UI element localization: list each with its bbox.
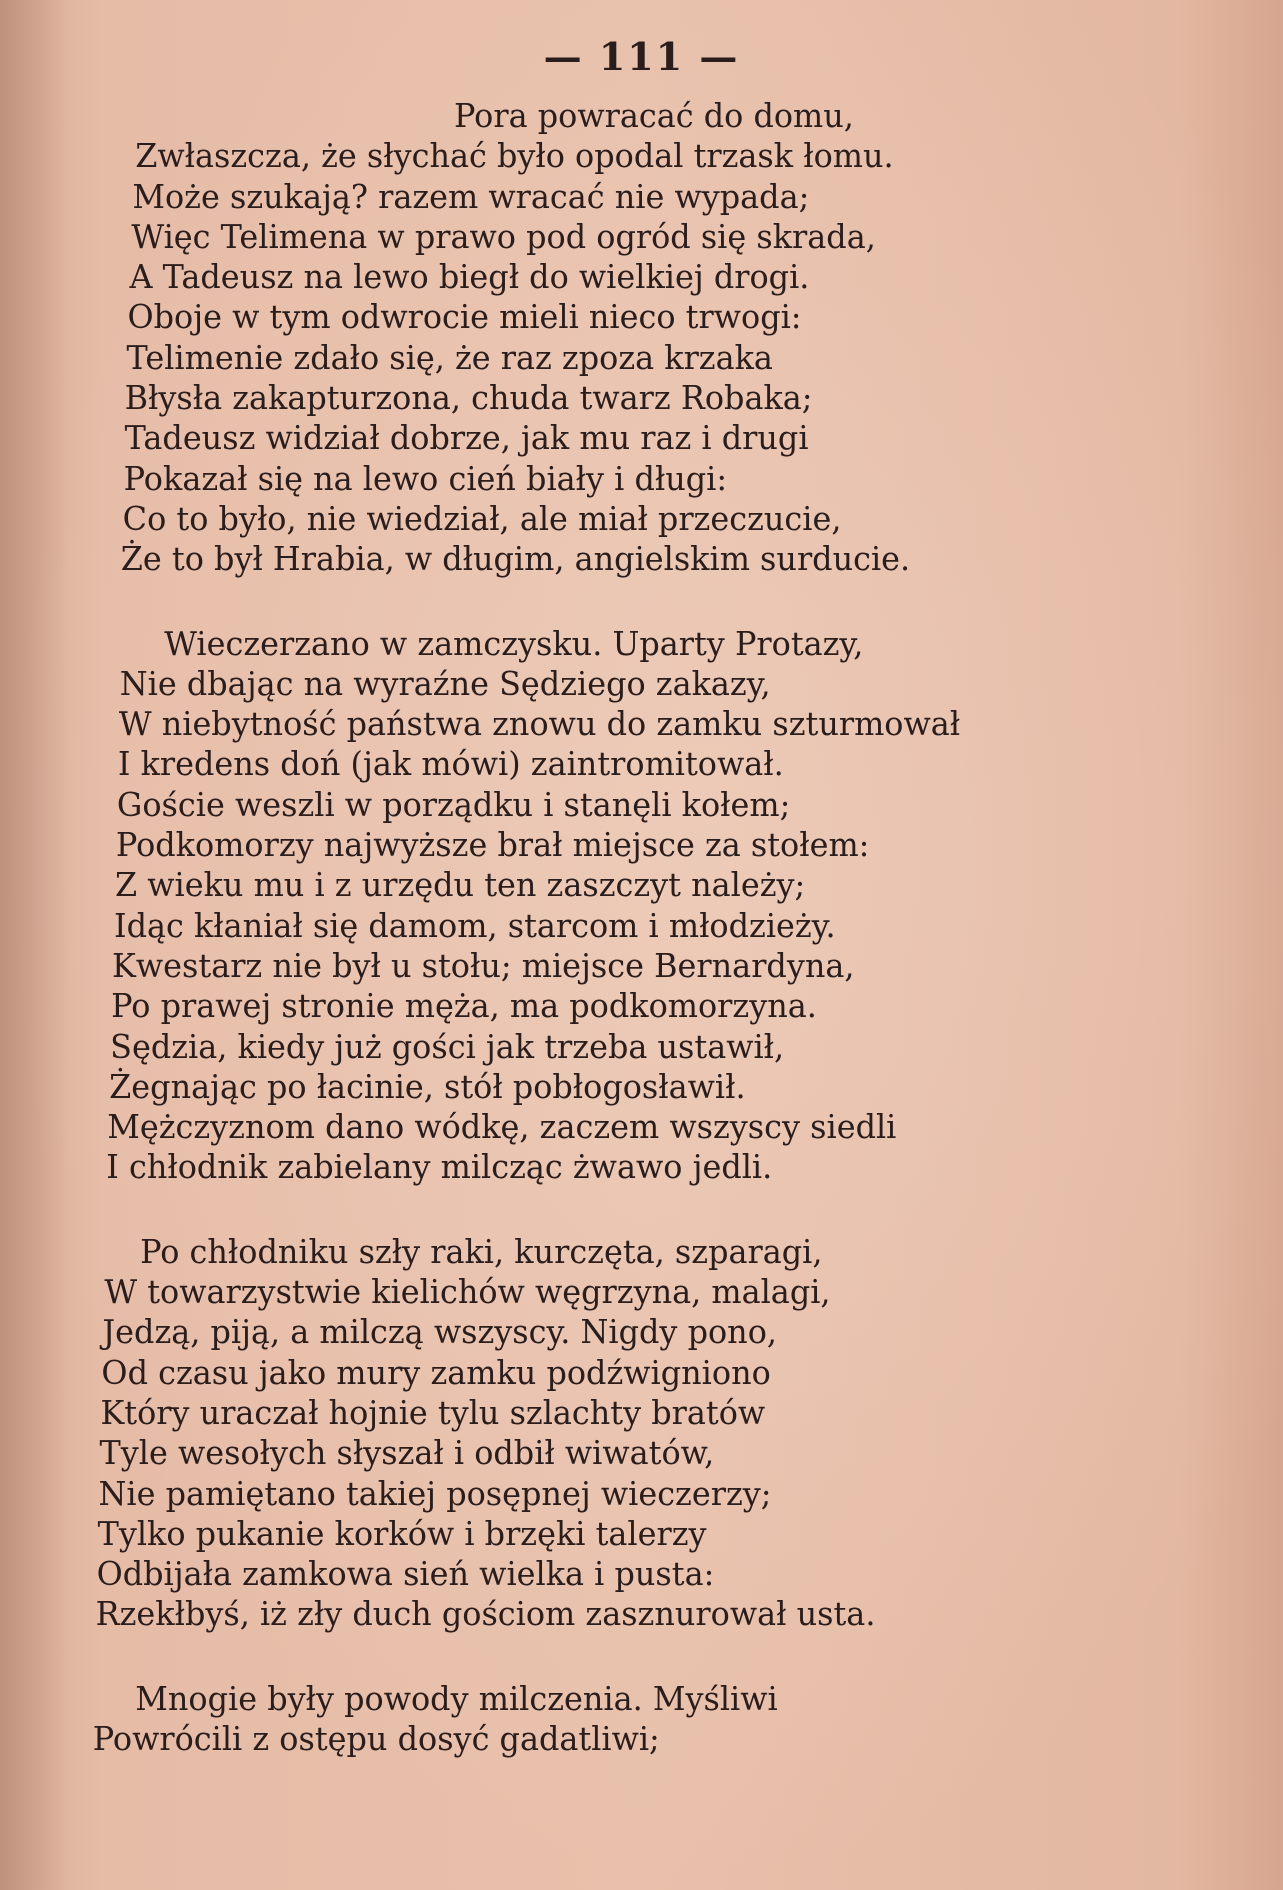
page-number: — 111 — [543, 34, 740, 79]
verse-line: Odbijała zamkowa sień wielka i pusta: [96, 1554, 715, 1594]
verse-line: Że to był Hrabia, w długim, angielskim surducie. [120, 539, 911, 579]
verse-line: Tadeusz widział dobrze, jak mu raz i drugi [124, 418, 809, 458]
verse-line: Od czasu jako mury zamku podźwigniono [101, 1352, 771, 1392]
verse-line: Telimenie zdało się, że raz zpoza krzaka [126, 337, 773, 377]
verse-line: Zwłaszcza, że słychać było opodal trzask łomu. [135, 136, 894, 176]
verse-line: Wieczerzano w zamczysku. Uparty Protazy, [164, 623, 864, 663]
stanza-2 [0, 624, 1283, 1188]
verse-line: Podkomorzy najwyższe brał miejsce za stołem: [115, 825, 870, 865]
verse-line: W towarzystwie kielichów węgrzyna, malagi, [104, 1272, 831, 1312]
verse-line: Po chłodniku szły raki, kurczęta, szparagi, [140, 1231, 823, 1271]
verse-line: Po prawej stronie męża, ma podkomorzyna. [111, 986, 817, 1026]
verse-line: Goście weszli w porządku i stanęli kołem; [116, 784, 791, 824]
verse-line: Co to było, nie wiedział, ale miał przeczucie, [122, 498, 842, 538]
verse-line: Żegnając po łacinie, stół pobłogosławił. [109, 1066, 746, 1106]
stanza-4 [0, 1679, 1283, 1760]
verse-line: Idąc kłaniał się damom, starcom i młodzieży. [113, 905, 836, 945]
verse-line: W niebytność państwa znowu do zamku szturmował [118, 704, 961, 744]
verse-line: Powrócili z ostępu dosyć gadatliwi; [92, 1718, 660, 1758]
verse-line: A Tadeusz na lewo biegł do wielkiej drogi. [129, 257, 810, 297]
verse-line: I chłodnik zabielany milcząc żwawo jedli. [106, 1147, 773, 1187]
verse-line: Jedzą, piją, a milczą wszyscy. Nigdy pono, [102, 1312, 778, 1352]
verse-line: I kredens doń (jak mówi) zaintromitował. [117, 744, 784, 784]
verse-line: Który uraczał hojnie tylu szlachty bratów [100, 1392, 766, 1432]
verse-line: Nie pamiętano takiej posępnej wieczerzy; [98, 1473, 772, 1513]
verse-line: Tyle wesołych słyszał i odbił wiwatów, [99, 1433, 715, 1473]
verse-line: Pora powracać do domu, [454, 96, 854, 135]
verse-line: Pokazał się na lewo cień biały i długi: [123, 458, 728, 498]
verse-line: Może szukają? razem wracać nie wypada; [132, 176, 810, 216]
verse-line: Oboje w tym odwrocie mieli nieco trwogi: [127, 297, 802, 337]
stanza-1 [0, 96, 1283, 580]
verse-line: Rzekłbyś, iż zły duch gościom zasznurował usta. [95, 1594, 876, 1634]
verse-line: Mnogie były powody milczenia. Myśliwi [135, 1678, 778, 1718]
stanza-3 [0, 1232, 1283, 1635]
verse-line: Nie dbając na wyraźne Sędziego zakazy, [119, 663, 771, 703]
verse-line: Mężczyznom dano wódkę, zaczem wszyscy siedli [107, 1107, 897, 1147]
verse-line: Tylko pukanie korków i brzęki talerzy [97, 1513, 707, 1553]
verse-line: Sędzia, kiedy już gości jak trzeba ustawił, [110, 1026, 785, 1066]
verse-line: Kwestarz nie był u stołu; miejsce Bernardyna, [112, 945, 855, 985]
verse-line: Więc Telimena w prawo pod ogród się skrada, [131, 216, 876, 256]
verse-line: Z wieku mu i z urzędu ten zaszczyt należy; [114, 865, 806, 905]
verse-line: Błysła zakapturzona, chuda twarz Robaka; [124, 378, 813, 418]
poem-text [0, 96, 1283, 1803]
